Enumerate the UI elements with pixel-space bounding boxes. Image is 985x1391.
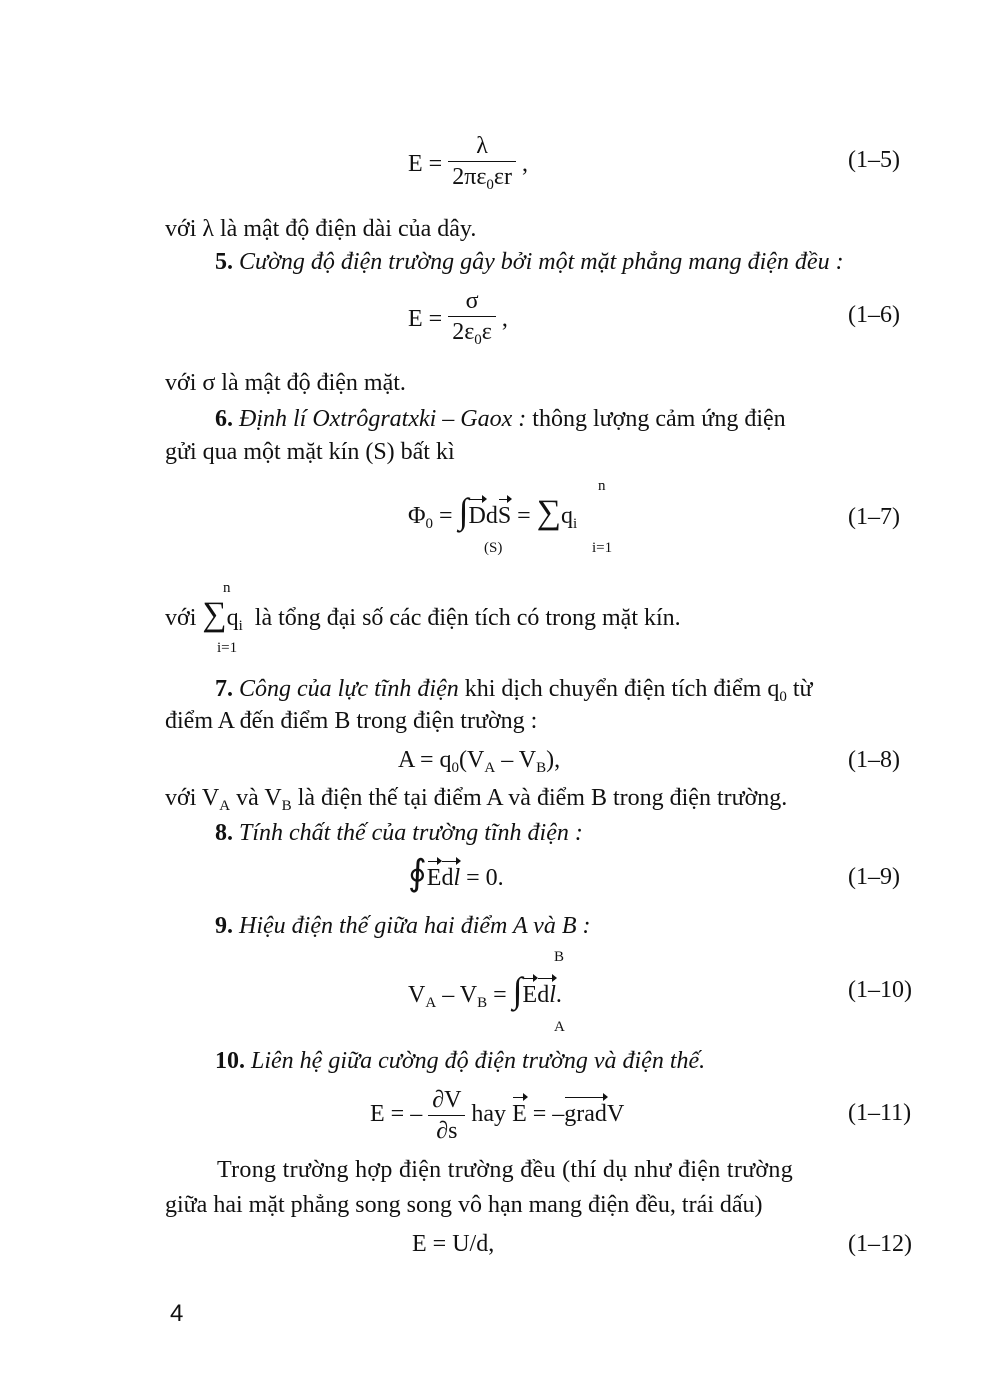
q-symbol: q: [226, 605, 239, 631]
text-line: [165, 783, 787, 821]
sum-upper-limit: n: [598, 478, 606, 494]
text-line: gửi qua một mặt kín (S) bất kì: [165, 439, 455, 465]
text-line: với σ là mật độ điện mặt.: [165, 370, 406, 396]
equation-1-10: [408, 949, 668, 1035]
text-line-sum: [165, 580, 865, 660]
fraction-denominator: ∂s: [428, 1115, 465, 1146]
gradient-operator: grad: [564, 1101, 607, 1128]
fraction: [448, 286, 496, 355]
vector-S: S: [497, 503, 512, 529]
line-subscript: A: [219, 798, 231, 814]
item-text-tail: từ: [786, 676, 813, 702]
equals-sign: =: [487, 982, 507, 1008]
contour-integral-sign: ∮: [408, 853, 427, 893]
equation-number: (1–9): [848, 864, 900, 890]
equation-lhs: Φ: [408, 503, 426, 529]
sum-lower-limit: i=1: [592, 540, 613, 556]
eq-subscript: 0: [451, 760, 460, 776]
fraction-numerator: λ: [476, 133, 488, 159]
item-8: [215, 818, 583, 848]
den-part: 2ε: [452, 319, 475, 345]
text-line: với λ là mật độ điện dài của dây.: [165, 216, 477, 242]
den-subscript: 0: [486, 177, 494, 193]
equation-tail: .: [555, 982, 562, 1008]
l-symbol: l: [549, 982, 556, 1008]
den-tail: ε: [481, 319, 492, 345]
line-subscript: B: [281, 798, 292, 814]
equation-number: (1–11): [848, 1100, 912, 1126]
text-subscript: 0: [779, 689, 787, 705]
d-symbol: d: [537, 982, 550, 1008]
eq-part: (V: [459, 747, 485, 773]
item-text: thông lượng cảm ứng điện: [526, 406, 786, 432]
integral-lower-limit: A: [554, 1019, 565, 1035]
item-number: 5.: [215, 249, 233, 275]
equation-1-5: [408, 131, 528, 200]
line-prefix: với: [165, 605, 197, 631]
line-part: và V: [230, 785, 282, 811]
eq-subscript: A: [484, 760, 496, 776]
equation-1-9: [408, 853, 504, 893]
lhs-subscript: 0: [425, 516, 434, 532]
item-title: Hiệu điện thế giữa hai điểm A và B :: [239, 913, 591, 939]
equation-tail: = 0.: [460, 865, 504, 891]
integral-sign: ∫: [458, 491, 469, 531]
equation-1-12: E = U/d,: [412, 1231, 495, 1257]
item-text: khi dịch chuyển điện tích điểm q: [458, 676, 780, 702]
integral-upper-limit: B: [554, 949, 565, 965]
equation-lhs: E =: [408, 151, 443, 178]
fraction-denominator: [448, 316, 496, 355]
eq-part: A = q: [398, 747, 452, 773]
item-title: Liên hệ giữa cường độ điện trường và điện thế.: [251, 1048, 706, 1074]
item-number: 7.: [215, 676, 233, 702]
d-symbol: d: [441, 865, 454, 891]
l-symbol: l: [453, 865, 461, 891]
fraction: [428, 1085, 465, 1146]
line-text: là tổng đại số các điện tích có trong mặt kín.: [254, 605, 681, 631]
text-line: giữa hai mặt phẳng song song vô hạn mang điện đều, trái dấu): [165, 1192, 763, 1218]
equation-tail: ,: [501, 306, 508, 333]
equation-number: (1–12): [848, 1231, 912, 1257]
item-10: [215, 1046, 705, 1076]
equation-lhs: E = –: [370, 1101, 423, 1128]
equals-sign: =: [517, 503, 531, 529]
fraction-denominator: [448, 161, 516, 200]
eq-part: V: [408, 982, 426, 1008]
item-number: 6.: [215, 406, 233, 432]
page-number: 4: [170, 1300, 184, 1327]
vector-dl: [441, 863, 460, 893]
eq-part: hay: [471, 1101, 513, 1128]
eq-part: V: [606, 1101, 625, 1128]
text-line: điểm A đến điểm B trong điện trường :: [165, 708, 538, 734]
vector-E: E: [426, 865, 442, 891]
equation-number: (1–8): [848, 747, 900, 773]
integral-sign: ∫: [512, 970, 523, 1010]
den-tail: εr: [493, 164, 512, 190]
eq-part: ),: [546, 747, 561, 773]
q-subscript: i: [238, 618, 243, 634]
fraction: [448, 131, 516, 200]
integral-lower-limit: (S): [484, 540, 503, 556]
item-title: Công của lực tĩnh điện: [239, 676, 459, 702]
item-number: 9.: [215, 913, 233, 939]
equation-number: (1–6): [848, 302, 900, 328]
sum-sign: ∑: [202, 596, 227, 633]
text-line: Trong trường hợp điện trường đều (thí dụ như điện trường: [217, 1157, 794, 1183]
equals-sign: =: [439, 503, 453, 529]
eq-part: – V: [436, 982, 478, 1008]
sum-upper-limit: n: [223, 580, 231, 596]
den-part: 2πε: [452, 164, 487, 190]
equation-1-7: [408, 478, 708, 576]
equation-number: (1–10): [848, 977, 912, 1003]
fraction-numerator: σ: [465, 288, 479, 314]
line-part: là điện thế tại điểm A và điểm B trong điện trường.: [291, 785, 788, 811]
eq-subscript: B: [536, 760, 547, 776]
vector-E: E: [522, 982, 538, 1008]
equation-number: (1–5): [848, 147, 900, 173]
eq-subscript: A: [425, 995, 437, 1011]
eq-part: – V: [495, 747, 537, 773]
item-number: 10.: [215, 1048, 245, 1074]
equation-tail: ,: [521, 151, 528, 178]
eq-subscript: B: [477, 995, 488, 1011]
equation-number: (1–7): [848, 504, 900, 530]
equation-1-6: [408, 286, 508, 355]
q-symbol: q: [560, 503, 573, 529]
item-title: Cường độ điện trường gây bởi một mặt phẳng mang điện đều :: [239, 249, 844, 275]
equation-1-11: [370, 1085, 624, 1146]
fraction-numerator: ∂V: [432, 1087, 462, 1113]
vector-E: E: [512, 1101, 527, 1128]
item-9: [215, 911, 590, 941]
vector-dl: [537, 980, 556, 1010]
line-part: với V: [165, 785, 220, 811]
sum-lower-limit: i=1: [217, 640, 238, 656]
q-subscript: i: [572, 516, 578, 532]
item-title: Tính chất thế của trường tĩnh điện :: [239, 820, 583, 846]
den-subscript: 0: [474, 332, 482, 348]
item-title: Định lí Oxtrôgratxki – Gaox :: [239, 406, 527, 432]
equation-1-8: [398, 745, 560, 783]
item-number: 8.: [215, 820, 233, 846]
vector-D: D: [468, 503, 486, 529]
differential: d: [485, 503, 498, 529]
equals-sign: = –: [526, 1101, 565, 1128]
item-5: [215, 247, 844, 277]
sum-sign: ∑: [536, 494, 561, 531]
item-6: [215, 404, 786, 434]
equation-lhs: E =: [408, 306, 443, 333]
